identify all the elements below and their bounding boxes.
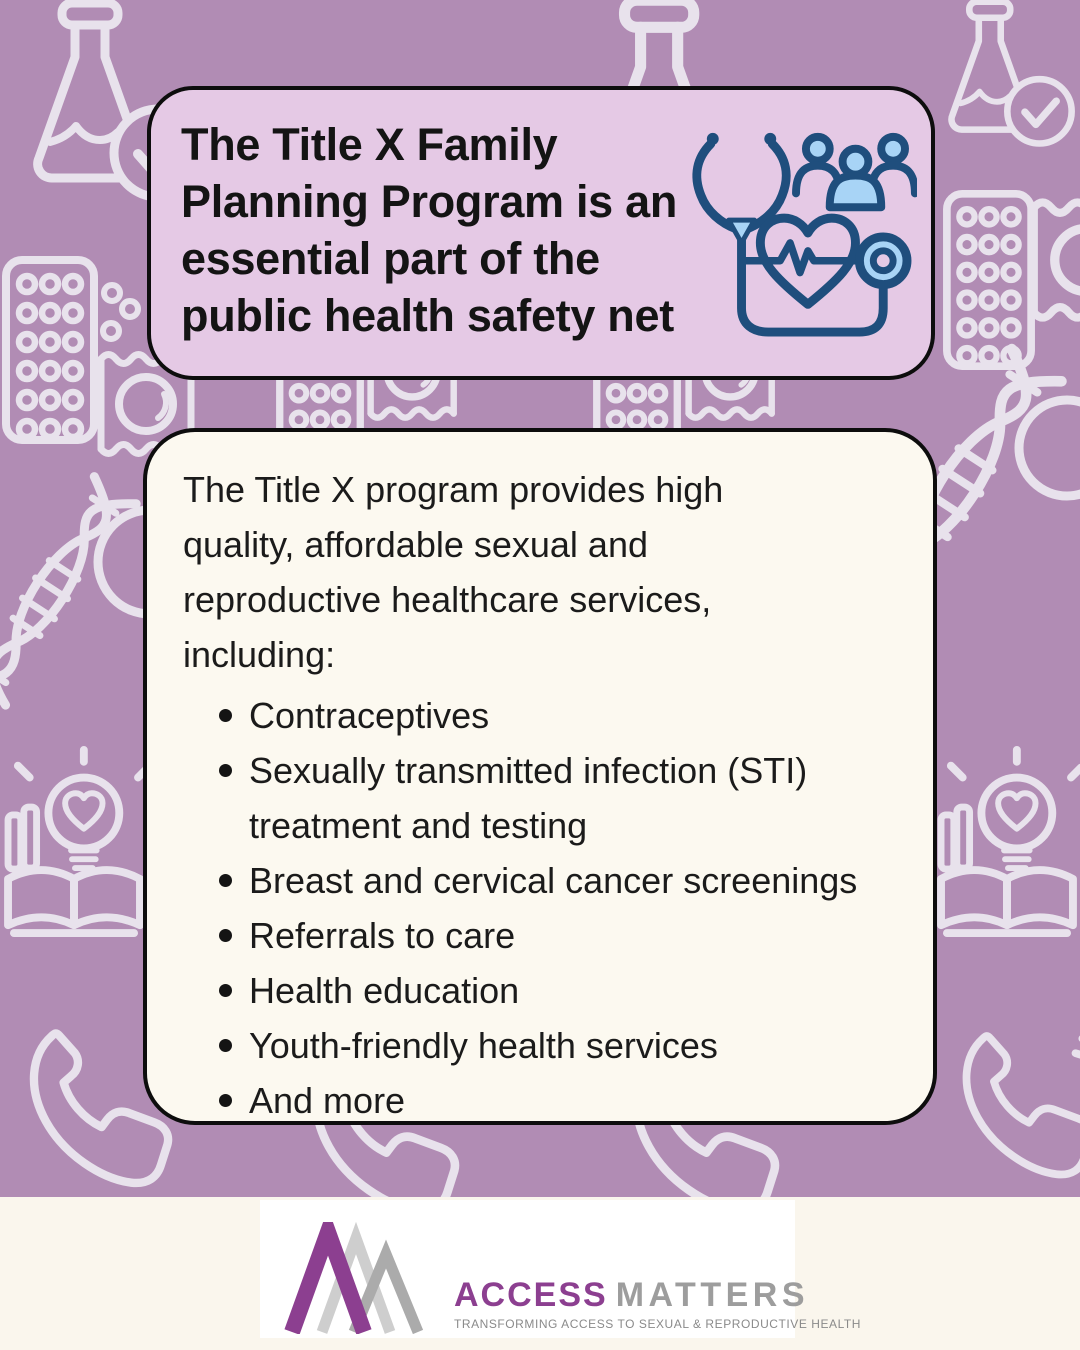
body-card: [143, 428, 937, 1125]
list-item: Youth-friendly health services: [183, 1018, 909, 1073]
body-intro-line: The Title X program provides high: [183, 469, 724, 510]
footer: [0, 1197, 1080, 1350]
access-matters-logo: [260, 1200, 862, 1338]
stethoscope-people-heart-icon: [679, 124, 917, 342]
page-title-line: The Title X Family: [181, 119, 558, 170]
services-list: [183, 688, 909, 1128]
brand-access: ACCESS: [454, 1276, 608, 1314]
logo-text: [454, 1278, 861, 1331]
page-title-line: Planning Program is an: [181, 176, 678, 227]
list-item: Breast and cervical cancer screenings: [183, 853, 909, 908]
list-item: Health education: [183, 963, 909, 1018]
list-item: Contraceptives: [183, 688, 909, 743]
body-intro-line: reproductive healthcare services,: [183, 579, 712, 620]
access-matters-monogram-icon: [284, 1222, 434, 1334]
list-item: And more: [183, 1073, 909, 1128]
body-intro-line: quality, affordable sexual and: [183, 524, 648, 565]
page-title-line: essential part of the: [181, 233, 600, 284]
title-card: [147, 86, 935, 380]
list-item: Sexually transmitted infection (STI) treatment and testing: [183, 743, 909, 853]
list-item: Referrals to care: [183, 908, 909, 963]
page-title-line: public health safety net: [181, 290, 674, 341]
loose-pills-icon: [103, 285, 138, 339]
brand-tagline: TRANSFORMING ACCESS TO SEXUAL & REPRODUCTIVE HEALTH: [454, 1317, 862, 1331]
brand-matters: MATTERS: [615, 1276, 810, 1314]
body-intro-line: including:: [183, 634, 336, 675]
